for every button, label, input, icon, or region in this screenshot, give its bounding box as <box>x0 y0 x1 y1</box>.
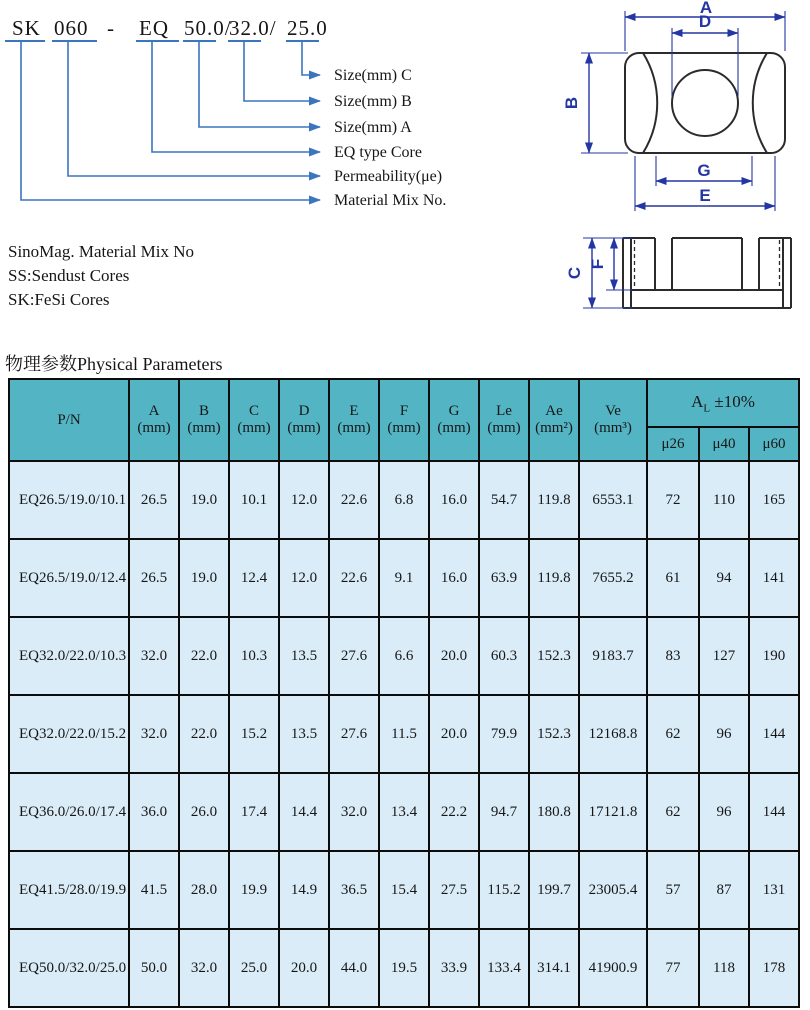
value-cell: 27.6 <box>329 695 379 773</box>
value-cell: 19.9 <box>229 851 279 929</box>
value-cell: 165 <box>749 461 799 539</box>
label-size-b: Size(mm) B <box>334 93 412 110</box>
value-cell: 41.5 <box>129 851 179 929</box>
value-cell: 119.8 <box>529 539 579 617</box>
value-cell: 62 <box>647 773 699 851</box>
value-cell: 94.7 <box>479 773 529 851</box>
dim-label-b: B <box>562 96 581 110</box>
table-row <box>9 929 799 1007</box>
table-row <box>9 695 799 773</box>
table-row <box>9 773 799 851</box>
table-row <box>9 461 799 539</box>
col-header-al: $A_L \pm 10\%$ <box>647 379 799 427</box>
value-cell: 27.5 <box>429 851 479 929</box>
code-core-type: EQ <box>139 16 169 40</box>
value-cell: 199.7 <box>529 851 579 929</box>
value-cell: 32.0 <box>129 695 179 773</box>
dim-label-g: G <box>697 161 711 180</box>
label-size-a: Size(mm) A <box>334 119 412 136</box>
value-cell: 12.4 <box>229 539 279 617</box>
part-number-cell: EQ32.0/22.0/10.3 <box>9 617 129 695</box>
value-cell: 9183.7 <box>579 617 647 695</box>
value-cell: 41900.9 <box>579 929 647 1007</box>
value-cell: 314.1 <box>529 929 579 1007</box>
note-fesi: SK:FeSi Cores <box>8 290 110 309</box>
col-header-ae: Ae (mm²) <box>529 379 579 461</box>
value-cell: 15.2 <box>229 695 279 773</box>
dim-label-d: D <box>698 12 712 31</box>
col-header-mu60: μ60 <box>749 427 799 461</box>
value-cell: 14.4 <box>279 773 329 851</box>
value-cell: 26.0 <box>179 773 229 851</box>
col-header-c: C (mm) <box>229 379 279 461</box>
value-cell: 144 <box>749 773 799 851</box>
callout-lines <box>21 42 320 200</box>
code-size-a: 50.0/ <box>184 16 232 40</box>
value-cell: 12.0 <box>279 461 329 539</box>
core-side-view <box>565 238 791 308</box>
value-cell: 190 <box>749 617 799 695</box>
value-cell: 6553.1 <box>579 461 647 539</box>
core-outline <box>625 53 785 153</box>
value-cell: 77 <box>647 929 699 1007</box>
value-cell: 11.5 <box>379 695 429 773</box>
value-cell: 14.9 <box>279 851 329 929</box>
col-header-le: Le (mm) <box>479 379 529 461</box>
value-cell: 62 <box>647 695 699 773</box>
value-cell: 178 <box>749 929 799 1007</box>
value-cell: 20.0 <box>279 929 329 1007</box>
value-cell: 127 <box>699 617 749 695</box>
label-permeability: Permeability(μe) <box>334 168 443 185</box>
callout-labels <box>334 67 446 209</box>
note-sendust: SS:Sendust Cores <box>8 266 130 285</box>
value-cell: 152.3 <box>529 695 579 773</box>
value-cell: 6.6 <box>379 617 429 695</box>
value-cell: 13.5 <box>279 617 329 695</box>
material-notes <box>8 240 194 312</box>
value-cell: 60.3 <box>479 617 529 695</box>
value-cell: 26.5 <box>129 539 179 617</box>
value-cell: 36.0 <box>129 773 179 851</box>
value-cell: 61 <box>647 539 699 617</box>
value-cell: 22.0 <box>179 617 229 695</box>
part-number-cell: EQ36.0/26.0/17.4 <box>9 773 129 851</box>
value-cell: 12168.8 <box>579 695 647 773</box>
section-title: 物理参数Physical Parameters <box>5 354 223 374</box>
value-cell: 10.3 <box>229 617 279 695</box>
value-cell: 9.1 <box>379 539 429 617</box>
part-number-cell: EQ26.5/19.0/10.1 <box>9 461 129 539</box>
col-header-f: F (mm) <box>379 379 429 461</box>
label-material: Material Mix No. <box>334 192 447 209</box>
value-cell: 32.0 <box>129 617 179 695</box>
dim-label-f: F <box>588 258 607 270</box>
value-cell: 32.0 <box>179 929 229 1007</box>
table-body <box>9 461 799 1007</box>
table-row <box>9 851 799 929</box>
value-cell: 23005.4 <box>579 851 647 929</box>
value-cell: 152.3 <box>529 617 579 695</box>
label-core-type: EQ type Core <box>334 144 422 161</box>
physical-parameters-table <box>8 378 800 1008</box>
core-top-view <box>562 0 785 211</box>
value-cell: 110 <box>699 461 749 539</box>
value-cell: 17121.8 <box>579 773 647 851</box>
col-header-e: E (mm) <box>329 379 379 461</box>
value-cell: 10.1 <box>229 461 279 539</box>
value-cell: 19.0 <box>179 539 229 617</box>
value-cell: 13.5 <box>279 695 329 773</box>
col-header-ve: Ve (mm³) <box>579 379 647 461</box>
dim-label-e: E <box>699 186 711 205</box>
value-cell: 115.2 <box>479 851 529 929</box>
value-cell: 19.5 <box>379 929 429 1007</box>
value-cell: 22.6 <box>329 461 379 539</box>
part-number-cell: EQ50.0/32.0/25.0 <box>9 929 129 1007</box>
dim-label-a: A <box>699 0 713 17</box>
value-cell: 19.0 <box>179 461 229 539</box>
value-cell: 83 <box>647 617 699 695</box>
code-material: SK <box>12 16 41 40</box>
value-cell: 16.0 <box>429 461 479 539</box>
col-header-pn: P/N <box>9 379 129 461</box>
value-cell: 13.4 <box>379 773 429 851</box>
value-cell: 44.0 <box>329 929 379 1007</box>
value-cell: 119.8 <box>529 461 579 539</box>
value-cell: 96 <box>699 695 749 773</box>
col-header-mu40: μ40 <box>699 427 749 461</box>
value-cell: 87 <box>699 851 749 929</box>
value-cell: 26.5 <box>129 461 179 539</box>
part-number-cell: EQ26.5/19.0/12.4 <box>9 539 129 617</box>
value-cell: 94 <box>699 539 749 617</box>
value-cell: 27.6 <box>329 617 379 695</box>
col-header-d: D (mm) <box>279 379 329 461</box>
value-cell: 118 <box>699 929 749 1007</box>
value-cell: 17.4 <box>229 773 279 851</box>
code-size-c: 25.0 <box>287 16 328 40</box>
value-cell: 141 <box>749 539 799 617</box>
code-hyphen: - <box>107 16 115 40</box>
value-cell: 12.0 <box>279 539 329 617</box>
center-hole <box>672 70 738 136</box>
value-cell: 50.0 <box>129 929 179 1007</box>
part-number-code <box>12 16 328 40</box>
code-permeability: 060 <box>54 16 89 40</box>
part-number-cell: EQ41.5/28.0/19.9 <box>9 851 129 929</box>
value-cell: 7655.2 <box>579 539 647 617</box>
note-sinomag: SinoMag. Material Mix No <box>8 242 195 261</box>
value-cell: 131 <box>749 851 799 929</box>
value-cell: 22.6 <box>329 539 379 617</box>
value-cell: 57 <box>647 851 699 929</box>
col-header-mu26: μ26 <box>647 427 699 461</box>
value-cell: 144 <box>749 695 799 773</box>
value-cell: 28.0 <box>179 851 229 929</box>
value-cell: 72 <box>647 461 699 539</box>
dim-label-c: C <box>565 266 584 280</box>
table-row <box>9 617 799 695</box>
value-cell: 22.2 <box>429 773 479 851</box>
value-cell: 54.7 <box>479 461 529 539</box>
right-arc <box>753 53 767 153</box>
value-cell: 16.0 <box>429 539 479 617</box>
value-cell: 79.9 <box>479 695 529 773</box>
value-cell: 96 <box>699 773 749 851</box>
col-header-g: G (mm) <box>429 379 479 461</box>
value-cell: 20.0 <box>429 695 479 773</box>
col-header-b: B (mm) <box>179 379 229 461</box>
part-number-cell: EQ32.0/22.0/15.2 <box>9 695 129 773</box>
value-cell: 15.4 <box>379 851 429 929</box>
col-header-a: A (mm) <box>129 379 179 461</box>
code-size-b: 32.0/ <box>229 16 277 40</box>
value-cell: 63.9 <box>479 539 529 617</box>
left-arc <box>643 53 657 153</box>
table-row <box>9 539 799 617</box>
value-cell: 180.8 <box>529 773 579 851</box>
value-cell: 20.0 <box>429 617 479 695</box>
value-cell: 36.5 <box>329 851 379 929</box>
value-cell: 133.4 <box>479 929 529 1007</box>
value-cell: 6.8 <box>379 461 429 539</box>
value-cell: 32.0 <box>329 773 379 851</box>
value-cell: 25.0 <box>229 929 279 1007</box>
value-cell: 22.0 <box>179 695 229 773</box>
label-size-c: Size(mm) C <box>334 67 412 84</box>
value-cell: 33.9 <box>429 929 479 1007</box>
